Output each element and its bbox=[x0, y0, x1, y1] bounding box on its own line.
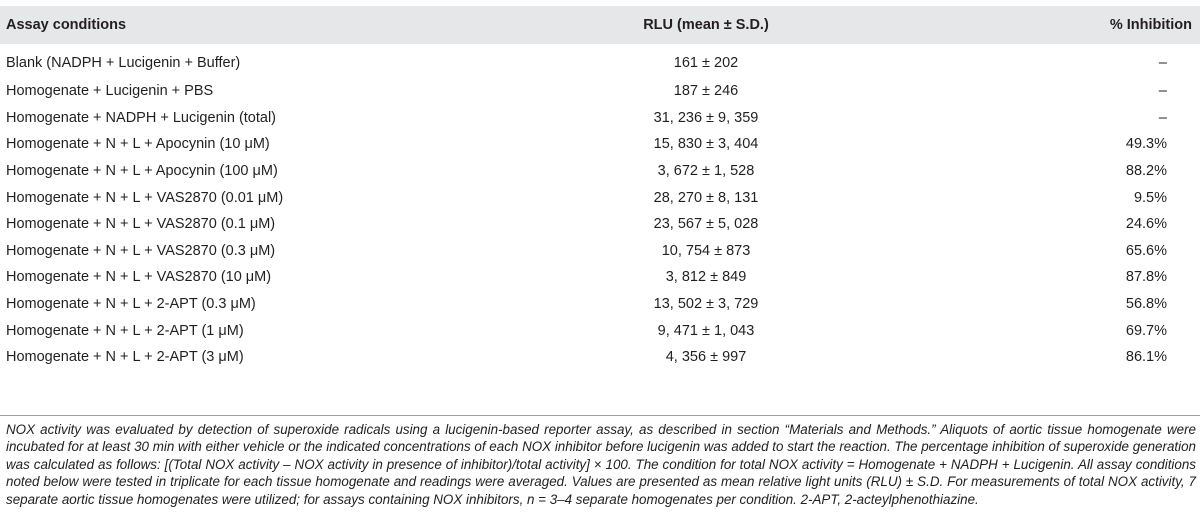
table-row bbox=[0, 131, 1200, 158]
cell-rlu: 28, 270 ± 8, 131 bbox=[653, 189, 759, 206]
table-row bbox=[0, 264, 1200, 291]
cell-condition: Homogenate + Lucigenin + PBS bbox=[6, 83, 214, 100]
cell-rlu: 161 ± 202 bbox=[673, 55, 739, 71]
cell-inhibition: 56.8% bbox=[1125, 296, 1167, 313]
table-row bbox=[0, 184, 1200, 211]
cell-rlu: 3, 812 ± 849 bbox=[665, 269, 747, 286]
cell-condition: Homogenate + N + L + Apocynin (100 μM) bbox=[6, 163, 278, 180]
cell-condition: Homogenate + N + L + VAS2870 (0.1 μM) bbox=[6, 216, 276, 233]
cell-inhibition: 65.6% bbox=[1125, 242, 1167, 259]
cell-rlu: 3, 672 ± 1, 528 bbox=[657, 163, 755, 180]
data-table bbox=[0, 6, 1200, 371]
cell-rlu: 31, 236 ± 9, 359 bbox=[653, 109, 759, 126]
header-rlu: RLU (mean ± S.D.) bbox=[643, 17, 769, 33]
cell-condition: Homogenate + N + L + Apocynin (10 μM) bbox=[6, 136, 270, 153]
table-bottom-rule bbox=[0, 415, 1200, 416]
table-row bbox=[0, 317, 1200, 344]
table-header bbox=[0, 6, 1200, 44]
cell-inhibition: 9.5% bbox=[1133, 189, 1167, 206]
table-row bbox=[0, 78, 1200, 105]
header-assay-conditions: Assay conditions bbox=[6, 17, 127, 33]
cell-rlu: 23, 567 ± 5, 028 bbox=[653, 216, 759, 233]
cell-inhibition: – bbox=[1158, 55, 1167, 71]
cell-condition: Blank (NADPH + Lucigenin + Buffer) bbox=[6, 55, 241, 71]
cell-rlu: 9, 471 ± 1, 043 bbox=[657, 322, 755, 339]
cell-condition: Homogenate + NADPH + Lucigenin (total) bbox=[6, 109, 277, 126]
cell-condition: Homogenate + N + L + VAS2870 (10 μM) bbox=[6, 269, 272, 286]
cell-inhibition: 24.6% bbox=[1125, 216, 1167, 233]
cell-inhibition: 86.1% bbox=[1125, 349, 1167, 366]
cell-inhibition: – bbox=[1158, 109, 1167, 126]
cell-condition: Homogenate + N + L + 2-APT (1 μM) bbox=[6, 322, 244, 339]
cell-inhibition: 49.3% bbox=[1125, 136, 1167, 153]
table-body bbox=[0, 44, 1200, 371]
table-row bbox=[0, 105, 1200, 132]
cell-condition: Homogenate + N + L + VAS2870 (0.3 μM) bbox=[6, 242, 276, 259]
cell-inhibition: 88.2% bbox=[1125, 163, 1167, 180]
header-row bbox=[0, 6, 1200, 44]
cell-inhibition: – bbox=[1158, 83, 1167, 100]
cell-rlu: 187 ± 246 bbox=[673, 83, 739, 100]
table-row bbox=[0, 211, 1200, 238]
cell-rlu: 10, 754 ± 873 bbox=[661, 242, 751, 259]
table-row bbox=[0, 44, 1200, 78]
table-row bbox=[0, 158, 1200, 185]
table-row bbox=[0, 291, 1200, 318]
cell-inhibition: 87.8% bbox=[1125, 269, 1167, 286]
cell-rlu: 15, 830 ± 3, 404 bbox=[653, 136, 759, 153]
table-row bbox=[0, 238, 1200, 265]
cell-condition: Homogenate + N + L + 2-APT (0.3 μM) bbox=[6, 296, 256, 313]
header-inhibition: % Inhibition bbox=[1109, 17, 1192, 33]
cell-rlu: 4, 356 ± 997 bbox=[665, 349, 747, 366]
table-footnote: NOX activity was evaluated by detection of superoxide radicals using a lucigenin-based reporter assay, as described in section “Materials and Methods.” Aliquots of aortic tissue homogenate were incubated for at least 30 min with either vehicle or the indicated concentrations of each NOX inhibitor before lucigenin was added to start the reaction. The percentage inhibition of superoxide generation was calculated as follows: [(Total NOX activity – NOX activity in presence of inhibitor)/total activity] × 100. The condition for total NOX activity = Homogenate + NADPH + Lucigenin. All assay conditions noted below were tested in triplicate for each tissue homogenate and readings were averaged. Values are presented as mean relative light units (RLU) ± S.D. For measurements of total NOX activity, 7 separate aortic tissue homogenates were utilized; for assays containing NOX inhibitors, n = 3–4 separate homogenates per condition. 2-APT, 2-acteylphenothiazine. bbox=[6, 422, 1196, 507]
cell-inhibition: 69.7% bbox=[1125, 322, 1167, 339]
cell-condition: Homogenate + N + L + 2-APT (3 μM) bbox=[6, 349, 244, 366]
cell-rlu: 13, 502 ± 3, 729 bbox=[653, 296, 759, 313]
table-row bbox=[0, 344, 1200, 371]
cell-condition: Homogenate + N + L + VAS2870 (0.01 μM) bbox=[6, 189, 284, 206]
